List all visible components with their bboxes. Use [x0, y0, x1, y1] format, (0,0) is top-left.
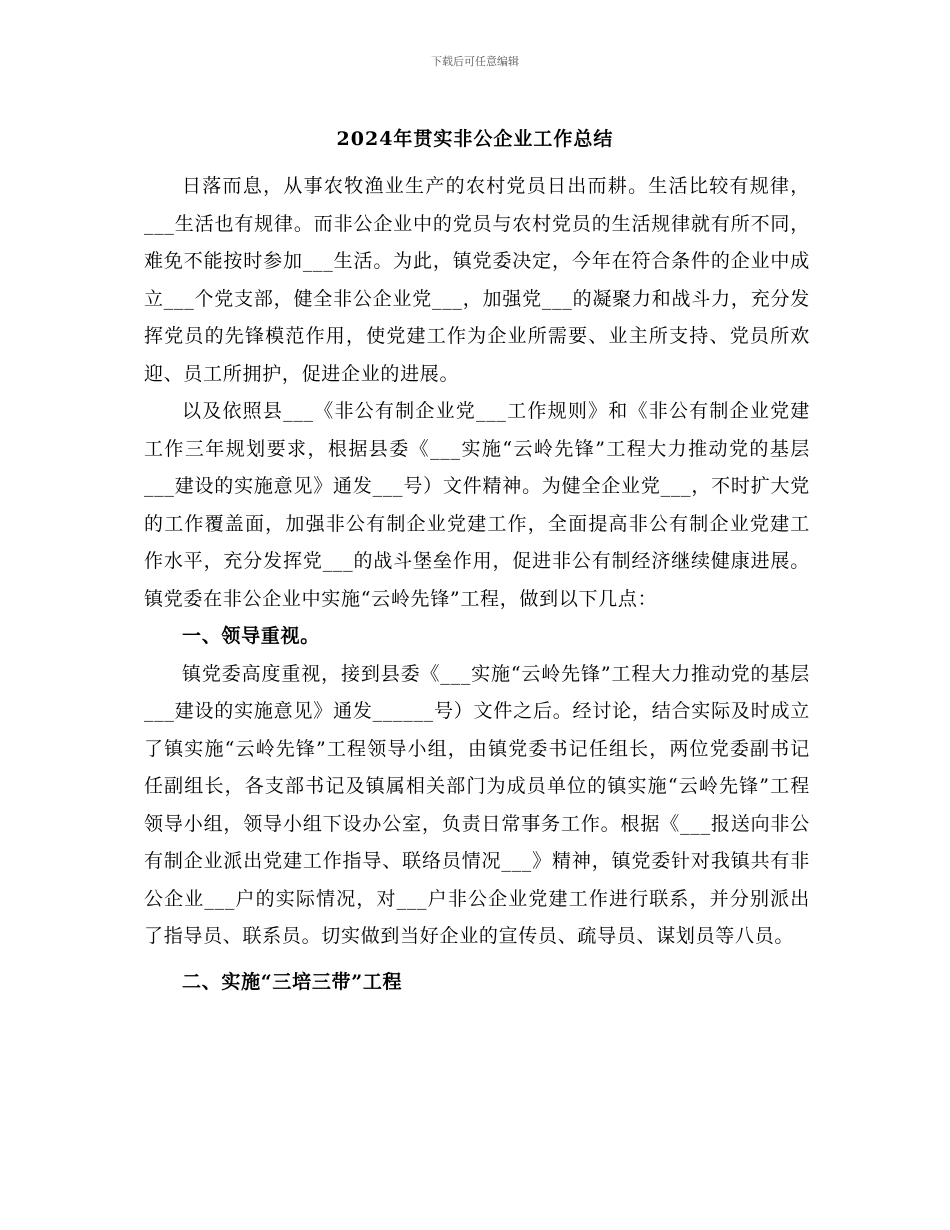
section-heading-2: 二、实施“三培三带”工程: [182, 970, 403, 993]
document-body: [144, 168, 810, 1001]
section-heading-1: 一、领导重视。: [182, 625, 320, 647]
header-note: 下载后可任意编辑: [431, 55, 519, 68]
intro-paragraph-2: 以及依照县___《非公有制企业党___工作规则》和《非公有制企业党建工作三年规划要求，根据县委《___实施“云岭先锋”工程大力推动党的基层___建设的实施意见》通发___号）文件精神。为健全企业党___，不时扩大党的工作覆盖面，加强非公有制企业党建工作，全面提高非公有制企业党建工作水平，充分发挥党___的战斗堡垒作用，促进非公有制经济继续健康进展。镇党委在非公企业中实施“云岭先锋”工程，做到以下几点：: [144, 400, 810, 610]
intro-paragraph-1: 日落而息，从事农牧渔业生产的农村党员日出而耕。生活比较有规律，___生活也有规律。而非公企业中的党员与农村党员的生活规律就有所不同，难免不能按时参加___生活。为此，镇党委决定，今年在符合条件的企业中成立___个党支部，健全非公企业党___，加强党___的凝聚力和战斗力，充分发挥党员的先锋模范作用，使党建工作为企业所需要、业主所支持、党员所欢迎、员工所拥护，促进企业的进展。: [144, 175, 810, 385]
section-1-paragraph: 镇党委高度重视，接到县委《___实施“云岭先锋”工程大力推动党的基层___建设的实施意见》通发______号）文件之后。经讨论，结合实际及时成立了镇实施“云岭先锋”工程领导小组，由镇党委书记任组长，两位党委副书记任副组长，各支部书记及镇属相关部门为成员单位的镇实施“云岭先锋”工程领导小组，领导小组下设办公室，负责日常事务工作。根据《___报送向非公有制企业派出党建工作指导、联络员情况___》精神，镇党委针对我镇共有非公企业___户的实际情况，对___户非公企业党建工作进行联系，并分别派出了指导员、联系员。切实做到当好企业的宣传员、疏导员、谋划员等八员。: [144, 662, 810, 947]
document-title: 2024年贯实非公企业工作总结: [336, 128, 614, 150]
